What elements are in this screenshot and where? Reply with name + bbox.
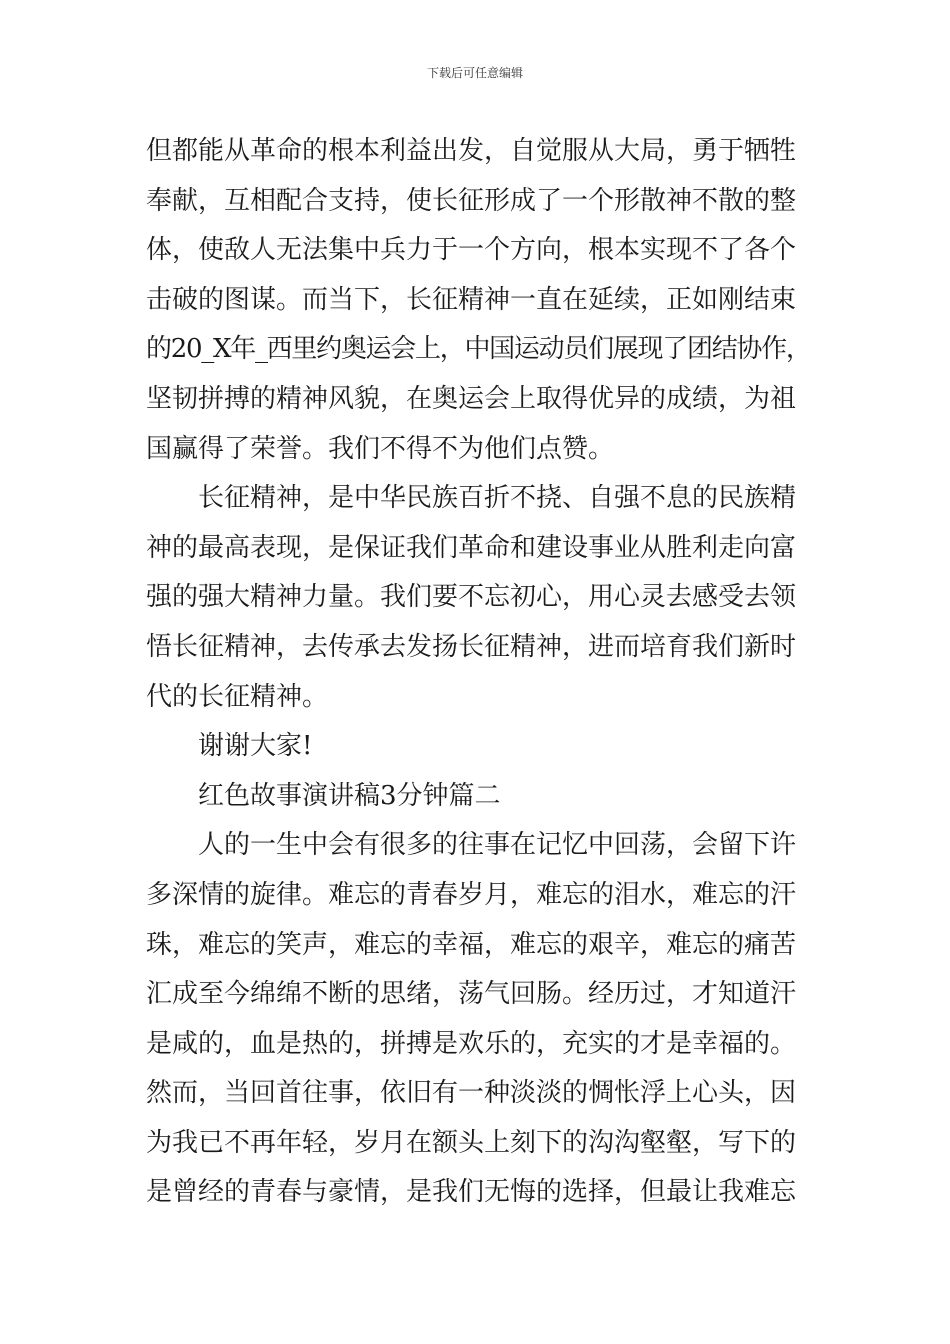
text-line: 然而，当回首往事，依旧有一种淡淡的惆怅浮上心头，因	[146, 1078, 797, 1109]
text-line: 是曾经的青春与豪情，是我们无悔的选择，但最让我难忘	[146, 1177, 797, 1208]
text-line: 神的最高表现，是保证我们革命和建设事业从胜利走向富	[146, 532, 797, 563]
text-line: 击破的图谋。而当下，长征精神一直在延续，正如刚结束	[146, 284, 797, 315]
text-line: 珠，难忘的笑声，难忘的幸福，难忘的艰辛，难忘的痛苦	[146, 929, 797, 960]
text-line: 人的一生中会有很多的往事在记忆中回荡，会留下许	[198, 830, 797, 861]
text-line: 长征精神，是中华民族百折不挠、自强不息的民族精	[198, 483, 797, 514]
page-header: 下载后可任意编辑	[426, 66, 523, 80]
text-line: 多深情的旋律。难忘的青春岁月，难忘的泪水，难忘的汗	[146, 879, 797, 910]
text-line: 为我已不再年轻，岁月在额头上刻下的沟沟壑壑，写下的	[146, 1127, 797, 1158]
text-line: 国赢得了荣誉。我们不得不为他们点赞。	[146, 433, 615, 464]
text-line: 坚韧拼搏的精神风貌，在奥运会上取得优异的成绩，为祖	[146, 383, 797, 414]
document-body	[146, 127, 811, 1218]
text-line: 红色故事演讲稿3分钟篇二	[198, 780, 501, 811]
text-line: 体，使敌人无法集中兵力于一个方向，根本实现不了各个	[146, 235, 797, 266]
text-line: 汇成至今绵绵不断的思绪，荡气回肠。经历过，才知道汗	[146, 979, 797, 1010]
text-line: 但都能从革命的根本利益出发，自觉服从大局，勇于牺牲	[146, 136, 797, 166]
text-line: 的20_X年_西里约奥运会上，中国运动员们展现了团结协作，	[146, 334, 811, 365]
text-line: 奉献，互相配合支持，使长征形成了一个形散神不散的整	[146, 185, 797, 216]
text-line: 强的强大精神力量。我们要不忘初心，用心灵去感受去领	[146, 582, 797, 613]
text-line: 是咸的，血是热的，拼搏是欢乐的，充实的才是幸福的。	[146, 1028, 797, 1059]
text-line: 代的长征精神。	[146, 681, 329, 712]
text-line: 谢谢大家!	[198, 731, 313, 762]
text-line: 悟长征精神，去传承去发扬长征精神，进而培育我们新时	[146, 631, 797, 662]
